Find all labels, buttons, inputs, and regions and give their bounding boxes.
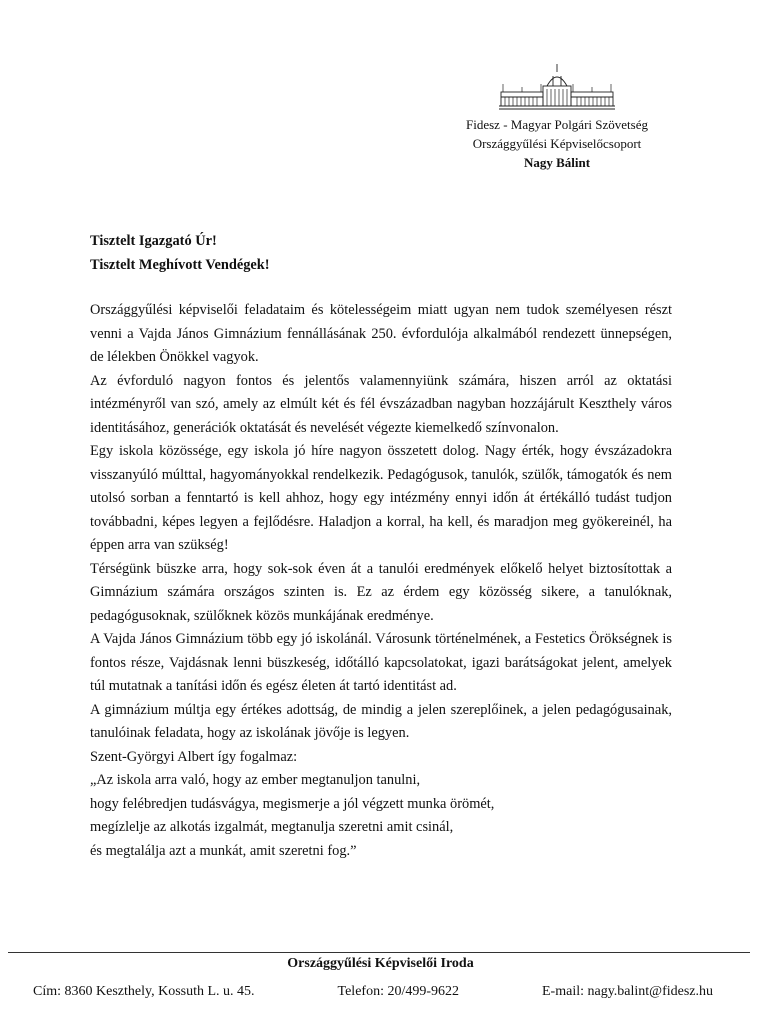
paragraph: A gimnázium múltja egy értékes adottság, de mindig a jelen szereplőinek, a jelen pedagógusainak, tanulóinak feladata, hogy az iskolának jövője is legyen. (90, 701, 672, 741)
quote-line: hogy felébredjen tudásvágya, megismerje a jól végzett munka örömét, (90, 795, 495, 812)
footer-title: Országgyűlési Képviselői Iroda (287, 956, 474, 971)
quotation (90, 769, 672, 863)
paragraph: Szent-Györgyi Albert így fogalmaz: (90, 748, 298, 765)
greeting-line: Tisztelt Igazgató Úr! (90, 233, 217, 249)
sender-name: Nagy Bálint (523, 155, 591, 170)
paragraph: Az évforduló nagyon fontos és jelentős valamennyiünk számára, hiszen arról az oktatási intézményről van szó, amely az elmúlt két és fél évszázadban nagyban hozzájárult Keszthely város identitásához, generációk oktatását és nevelését végezte kiemelkedő színvonalon. (90, 372, 672, 436)
paragraph: A Vajda János Gimnázium több egy jó iskolánál. Városunk történelmének, a Festetics Örökségnek is fontos része, Vajdásnak lenni büszkeség, időtálló kapcsolatokat, igazi barátságokat jelent, amelyek túl mutatnak a tanítási időn és egész életen át tartó identitást ad. (90, 631, 672, 694)
footer-email: E-mail: nagy.balint@fidesz.hu (542, 984, 713, 999)
footer-contact (33, 984, 713, 1000)
org-name: Fidesz - Magyar Polgári Szövetség (466, 117, 648, 132)
paragraph: Egy iskola közössége, egy iskola jó híre nagyon összetett dolog. Nagy érték, hogy évszázadokra visszanyúló múlttal, hagyományokkal rendelkezik. Pedagógusok, tanulók, szülők, támogatók és nem utolsó sorban a fenntartó is kell ahhoz, hogy egy intézmény ennyi időn át értékálló tudást tudjon továbbadni, képes legyen a fejlődésre. Haladjon a korral, ha kell, és maradjon meg gyökereinél, ha éppen arra van szükség! (90, 443, 672, 553)
paragraph: Térségünk büszke arra, hogy sok-sok éven át a tanulói eredmények előkelő helyet biztosítottak a Gimnázium számára országos szinten is. Ez az érdem egy közösség sikere, a tanulóknak, pedagógusoknak, szülőknek közös munkájának eredménye. (90, 560, 672, 624)
footer-phone: Telefon: 20/499-9622 (337, 984, 460, 999)
parliament-building-icon (497, 62, 617, 112)
paragraph: Országgyűlési képviselői feladataim és kötelességeim miatt ugyan nem tudok személyesen részt venni a Vajda János Gimnázium fennállásának 250. évfordulója alkalmából rendezett ünnepségen, de lélekben Önökkel vagyok. (90, 302, 672, 365)
footer-divider (8, 952, 750, 953)
sender-block (452, 115, 662, 172)
quote-line: és megtalálja azt a munkát, amit szeretni fog.” (90, 842, 357, 859)
quote-line: megízlelje az alkotás izgalmát, megtanulja szeretni amit csinál, (90, 819, 454, 835)
letter-body (90, 230, 672, 863)
greeting-line: Tisztelt Meghívott Vendégek! (90, 256, 270, 273)
salutation (90, 230, 672, 277)
org-group: Országgyűlési Képviselőcsoport (472, 136, 642, 151)
quote-line: „Az iskola arra való, hogy az ember megtanuljon tanulni, (90, 772, 421, 788)
footer-address: Cím: 8360 Keszthely, Kossuth L. u. 45. (33, 984, 255, 999)
